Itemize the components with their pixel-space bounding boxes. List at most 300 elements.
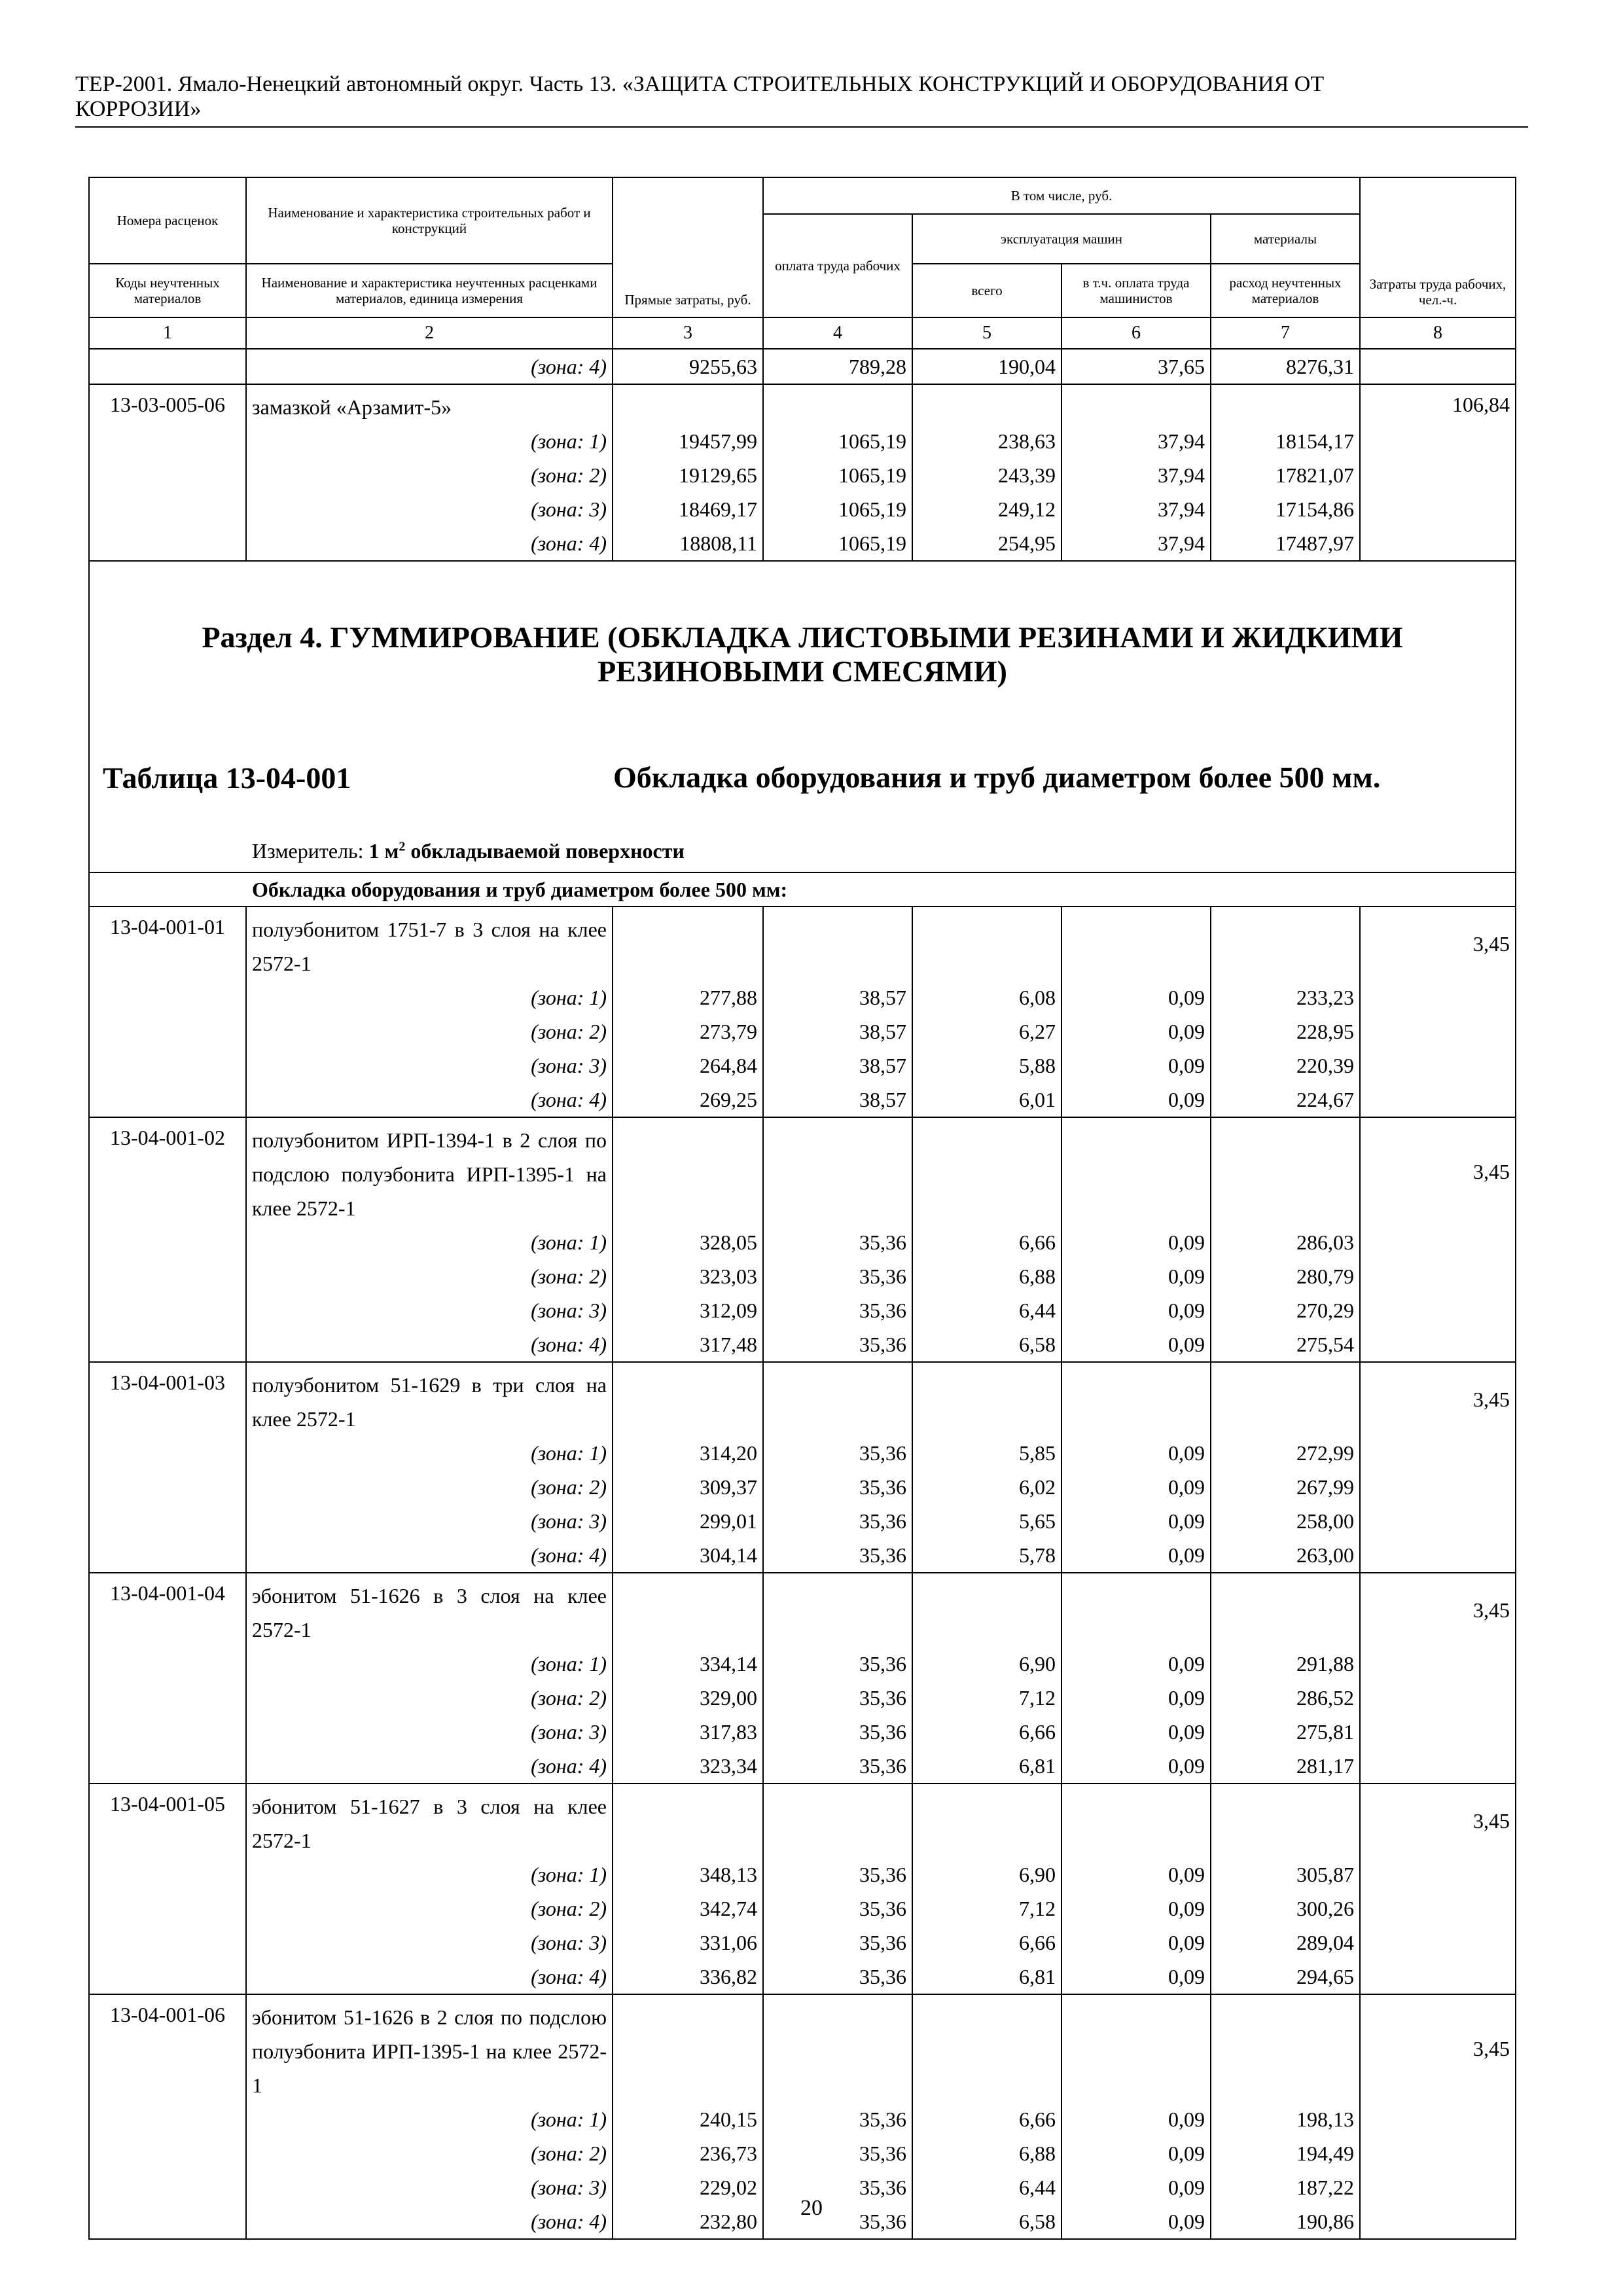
rates-table [88,177,1516,2240]
empty-cell [1360,1538,1516,1573]
subheading: Обкладка оборудования и труб диаметром более 500 мм: [89,872,1516,906]
rate-header-row [89,1573,1516,1647]
zone-label: (зона: 2) [246,1470,613,1504]
workers-pay: 35,36 [763,2170,912,2204]
rate-description: полуэбонитом ИРП-1394-1 в 2 слоя по подслою полуэбонита ИРП-1395-1 на клее 2572-1 [246,1117,613,1225]
machinists-pay: 0,09 [1061,1960,1211,1994]
machines-total: 6,66 [912,1715,1061,1749]
machines-total: 7,12 [912,1892,1061,1926]
zone-label: (зона: 3) [246,1293,613,1327]
zone-row [89,980,1516,1014]
empty-cell [763,384,912,424]
labor-cost: 3,45 [1360,1573,1516,1647]
empty-cell [1061,906,1211,980]
empty-cell [1360,1436,1516,1470]
direct-cost: 299,01 [613,1504,763,1538]
direct-cost: 309,37 [613,1470,763,1504]
workers-pay: 1065,19 [763,424,912,458]
empty-cell [1360,526,1516,561]
machinists-pay: 0,09 [1061,2204,1211,2239]
col1-header-top: Номера расценок [89,177,246,264]
empty-cell [763,1994,912,2102]
empty-cell [1360,1049,1516,1083]
zone-row [89,1681,1516,1715]
machines-total: 243,39 [912,458,1061,492]
empty-cell [613,906,763,980]
zone-row [89,1083,1516,1117]
zone-label: (зона: 1) [246,1857,613,1892]
rate-description: полуэбонитом 51-1629 в три слоя на клее 2572-1 [246,1362,613,1436]
rate-description: полуэбонитом 1751-7 в 3 слоя на клее 2572-1 [246,906,613,980]
col-number: 6 [1061,317,1211,349]
machines-total: 5,88 [912,1049,1061,1083]
header-rule [75,126,1528,128]
machines-total: 6,66 [912,1926,1061,1960]
machines-total: 254,95 [912,526,1061,561]
direct-cost: 19457,99 [613,424,763,458]
workers-pay: 35,36 [763,1892,912,1926]
direct-cost: 18808,11 [613,526,763,561]
workers-pay: 38,57 [763,1014,912,1049]
header-line-2: КОРРОЗИИ» [75,97,202,121]
zone-label: (зона: 2) [246,458,613,492]
workers-pay: 35,36 [763,2204,912,2239]
table-title: Обкладка оборудования и труб диаметром более 500 мм. [613,761,1381,794]
workers-pay: 35,36 [763,1960,912,1994]
col7-header: расход неучтенных материалов [1211,264,1360,317]
machines-total: 6,66 [912,2102,1061,2136]
machinists-pay: 0,09 [1061,1470,1211,1504]
direct-cost: 269,25 [613,1083,763,1117]
zone-label: (зона: 1) [246,1225,613,1259]
zone-row [89,526,1516,561]
materials-cost: 18154,17 [1211,424,1360,458]
empty-cell [613,384,763,424]
zone-label: (зона: 4) [246,2204,613,2239]
zone-label: (зона: 4) [246,1083,613,1117]
direct-cost: 328,05 [613,1225,763,1259]
machines-total: 6,90 [912,1647,1061,1681]
machinists-pay: 0,09 [1061,1715,1211,1749]
machines-total: 5,85 [912,1436,1061,1470]
rates-table-container [88,177,1515,2240]
materials-cost: 220,39 [1211,1049,1360,1083]
empty-cell [1211,906,1360,980]
zone-row [89,1014,1516,1049]
col-number: 4 [763,317,912,349]
zone-label: (зона: 1) [246,2102,613,2136]
machinists-pay: 0,09 [1061,1647,1211,1681]
workers-pay: 35,36 [763,1857,912,1892]
materials-cost: 228,95 [1211,1014,1360,1049]
machines-total: 6,58 [912,1327,1061,1362]
labor-cost: 3,45 [1360,906,1516,980]
machines-total: 5,65 [912,1504,1061,1538]
machines-total: 249,12 [912,492,1061,526]
materials-cost: 281,17 [1211,1749,1360,1784]
materials-cost: 17821,07 [1211,458,1360,492]
zone-label: (зона: 4) [246,1749,613,1784]
materials-cost: 286,03 [1211,1225,1360,1259]
zone-label: (зона: 3) [246,1926,613,1960]
col8-header: Затраты труда рабочих, чел.-ч. [1360,177,1516,317]
empty-cell [613,1784,763,1857]
empty-cell [912,1784,1061,1857]
zone-row [89,492,1516,526]
machines-total: 6,81 [912,1749,1061,1784]
materials-cost: 198,13 [1211,2102,1360,2136]
machinists-pay: 0,09 [1061,1749,1211,1784]
machines-total: 6,27 [912,1014,1061,1049]
table-row [89,349,1516,384]
rate-description: замазкой «Арзамит-5» [246,384,613,424]
materials-cost: 291,88 [1211,1647,1360,1681]
zone-label: (зона: 3) [246,1715,613,1749]
zone-row [89,424,1516,458]
machinists-pay: 0,09 [1061,2136,1211,2170]
workers-pay: 35,36 [763,2102,912,2136]
empty-cell [1061,1362,1211,1436]
materials-cost: 8276,31 [1211,349,1360,384]
col-number: 2 [246,317,613,349]
direct-cost: 229,02 [613,2170,763,2204]
workers-pay: 35,36 [763,1259,912,1293]
empty-cell [1061,1784,1211,1857]
rate-description: эбонитом 51-1627 в 3 слоя на клее 2572-1 [246,1784,613,1857]
direct-cost: 18469,17 [613,492,763,526]
zone-label: (зона: 1) [246,424,613,458]
empty-cell [1360,1293,1516,1327]
workers-pay: 38,57 [763,1049,912,1083]
document-header [75,72,1528,122]
empty-cell [1211,1117,1360,1225]
workers-pay: 789,28 [763,349,912,384]
workers-pay: 38,57 [763,980,912,1014]
section-title [90,562,1515,761]
direct-cost: 314,20 [613,1436,763,1470]
machines-total: 6,90 [912,1857,1061,1892]
rate-header-row [89,1117,1516,1225]
measure-value [369,839,685,863]
table-number: Таблица 13-04-001 [103,761,351,795]
col-number: 7 [1211,317,1360,349]
direct-cost: 240,15 [613,2102,763,2136]
workers-pay: 35,36 [763,1504,912,1538]
column-numbers-row [89,317,1516,349]
direct-cost: 232,80 [613,2204,763,2239]
materials-cost: 294,65 [1211,1960,1360,1994]
materials-cost: 280,79 [1211,1259,1360,1293]
rate-header-row [89,906,1516,980]
empty-cell [1360,1470,1516,1504]
machines-total: 6,44 [912,2170,1061,2204]
zone-label: (зона: 4) [246,1538,613,1573]
empty-cell [1211,384,1360,424]
zone-label: (зона: 4) [246,1960,613,1994]
zone-label: (зона: 1) [246,1436,613,1470]
machines-total: 6,02 [912,1470,1061,1504]
rate-description: эбонитом 51-1626 в 3 слоя на клее 2572-1 [246,1573,613,1647]
rate-group [89,384,1516,561]
zone-label: (зона: 1) [246,1647,613,1681]
zone-label: (зона: 3) [246,2170,613,2204]
labor-cost: 106,84 [1360,384,1516,424]
measure-number: 1 м [368,839,399,863]
machinists-pay: 0,09 [1061,1259,1211,1293]
machines-total: 238,63 [912,424,1061,458]
rate-header-row [89,1994,1516,2102]
machines-total: 6,01 [912,1083,1061,1117]
rate-code: 13-04-001-06 [89,1994,246,2239]
direct-cost: 334,14 [613,1647,763,1681]
col6-header: в т.ч. оплата труда машинистов [1061,264,1211,317]
table-caption [90,761,1515,839]
empty-cell [1360,1504,1516,1538]
materials-cost: 17487,97 [1211,526,1360,561]
empty-cell [1360,1259,1516,1293]
measure-sup: 2 [399,839,406,854]
empty-cell [1360,2102,1516,2136]
workers-pay: 35,36 [763,1647,912,1681]
empty-cell [1211,1362,1360,1436]
zone-label: (зона: 2) [246,1259,613,1293]
zone-row [89,1259,1516,1293]
zone-row [89,2136,1516,2170]
zone-label: (зона: 3) [246,1049,613,1083]
empty-cell [1360,424,1516,458]
col3-header: Прямые затраты, руб. [613,177,763,317]
col-number: 1 [89,317,246,349]
direct-cost: 329,00 [613,1681,763,1715]
empty-cell [1360,1960,1516,1994]
workers-pay: 35,36 [763,1749,912,1784]
machinists-pay: 0,09 [1061,1892,1211,1926]
group-header: В том числе, руб. [763,177,1360,214]
machinists-pay: 0,09 [1061,2170,1211,2204]
machinists-pay: 37,94 [1061,424,1211,458]
materials-cost: 224,67 [1211,1083,1360,1117]
direct-cost: 348,13 [613,1857,763,1892]
zone-row [89,2102,1516,2136]
workers-pay: 35,36 [763,2136,912,2170]
empty-cell [1360,1892,1516,1926]
empty-cell [1211,1784,1360,1857]
rate-header-row [89,1362,1516,1436]
zone-row [89,1960,1516,1994]
labor-cost: 3,45 [1360,1994,1516,2102]
machines-total: 6,81 [912,1960,1061,1994]
direct-cost: 312,09 [613,1293,763,1327]
carry-over-rows [89,349,1516,384]
direct-cost: 323,03 [613,1259,763,1293]
zone-row [89,1647,1516,1681]
col4-header: оплата труда рабочих [763,214,912,317]
materials-cost: 275,54 [1211,1327,1360,1362]
empty-cell [1061,384,1211,424]
empty-cell [1360,1715,1516,1749]
empty-cell [613,1117,763,1225]
empty-cell [912,1362,1061,1436]
empty-cell [912,1994,1061,2102]
materials-cost: 286,52 [1211,1681,1360,1715]
zone-label: (зона: 2) [246,2136,613,2170]
machines-total: 7,12 [912,1681,1061,1715]
machines-total: 6,88 [912,2136,1061,2170]
workers-pay: 35,36 [763,1715,912,1749]
empty-cell [1360,1926,1516,1960]
workers-pay: 35,36 [763,1436,912,1470]
zone-row [89,1749,1516,1784]
empty-cell [1360,1083,1516,1117]
machines-total: 6,58 [912,2204,1061,2239]
machinists-pay: 0,09 [1061,1083,1211,1117]
machinists-pay: 0,09 [1061,1538,1211,1573]
empty-cell [1061,1117,1211,1225]
zone-row [89,1327,1516,1362]
direct-cost: 336,82 [613,1960,763,1994]
rate-code: 13-04-001-03 [89,1362,246,1573]
workers-pay: 38,57 [763,1083,912,1117]
machines-header: эксплуатация машин [912,214,1211,264]
materials-cost: 305,87 [1211,1857,1360,1892]
zone-row [89,1857,1516,1892]
machinists-pay: 37,65 [1061,349,1211,384]
materials-cost: 190,86 [1211,2204,1360,2239]
direct-cost: 317,83 [613,1715,763,1749]
materials-cost: 233,23 [1211,980,1360,1014]
direct-cost: 273,79 [613,1014,763,1049]
col-number: 3 [613,317,763,349]
machinists-pay: 0,09 [1061,1681,1211,1715]
materials-cost: 258,00 [1211,1504,1360,1538]
empty-cell [1360,980,1516,1014]
empty-cell [1360,1327,1516,1362]
empty-cell [912,1117,1061,1225]
direct-cost: 19129,65 [613,458,763,492]
materials-cost: 267,99 [1211,1470,1360,1504]
col1-header-bottom: Коды неучтенных материалов [89,264,246,317]
col2-header-top: Наименование и характеристика строительных работ и конструкций [246,177,613,264]
col-number: 5 [912,317,1061,349]
empty-cell [763,1573,912,1647]
workers-pay: 1065,19 [763,526,912,561]
materials-cost: 194,49 [1211,2136,1360,2170]
workers-pay: 35,36 [763,1681,912,1715]
zone-label: (зона: 3) [246,1504,613,1538]
machinists-pay: 0,09 [1061,1049,1211,1083]
workers-pay: 35,36 [763,1538,912,1573]
workers-pay: 35,36 [763,1926,912,1960]
workers-pay: 35,36 [763,1327,912,1362]
empty-cell [1360,1857,1516,1892]
rate-code: 13-04-001-02 [89,1117,246,1362]
empty-cell [763,1784,912,1857]
zone-label: (зона: 2) [246,1892,613,1926]
machinists-pay: 0,09 [1061,1225,1211,1259]
measure-unit [90,839,1515,872]
zone-row [89,458,1516,492]
materials-cost: 300,26 [1211,1892,1360,1926]
direct-cost: 323,34 [613,1749,763,1784]
page-number: 20 [800,2196,823,2220]
machinists-pay: 0,09 [1061,1436,1211,1470]
machines-total: 6,66 [912,1225,1061,1259]
empty-cell [763,1362,912,1436]
measure-rest: обкладываемой поверхности [405,839,685,863]
subheading-row [89,872,1516,906]
empty-cell [1360,2136,1516,2170]
col-number: 8 [1360,317,1516,349]
materials-cost: 187,22 [1211,2170,1360,2204]
machines-total: 5,78 [912,1538,1061,1573]
machinists-pay: 0,09 [1061,2102,1211,2136]
direct-cost: 304,14 [613,1538,763,1573]
rate-groups [89,906,1516,2239]
machinists-pay: 0,09 [1061,1293,1211,1327]
measure-label: Измеритель: [252,839,364,863]
rate-code: 13-03-005-06 [89,384,246,561]
materials-cost: 289,04 [1211,1926,1360,1960]
zone-row [89,1049,1516,1083]
empty-cell [613,1362,763,1436]
section-title-line-1: Раздел 4. ГУММИРОВАНИЕ (ОБКЛАДКА ЛИСТОВЫМИ РЕЗИНАМИ И ЖИДКИМИ [202,620,1403,654]
empty-cell [1061,1573,1211,1647]
col2-header-bottom: Наименование и характеристика неучтенных расценками материалов, единица измерения [246,264,613,317]
zone-label: (зона: 4) [246,349,613,384]
empty-cell [1360,1647,1516,1681]
zone-row [89,1436,1516,1470]
rate-code: 13-04-001-04 [89,1573,246,1784]
empty-cell [1211,1573,1360,1647]
labor-cost: 3,45 [1360,1362,1516,1436]
zone-row [89,1538,1516,1573]
machinists-pay: 0,09 [1061,1857,1211,1892]
workers-pay: 35,36 [763,1470,912,1504]
materials-cost: 17154,86 [1211,492,1360,526]
section-block [89,561,1516,872]
empty-cell [1360,1681,1516,1715]
zone-row [89,1926,1516,1960]
direct-cost: 342,74 [613,1892,763,1926]
rate-code: 13-04-001-05 [89,1784,246,1994]
zone-label: (зона: 3) [246,492,613,526]
rate-code: 13-04-001-01 [89,906,246,1117]
machinists-pay: 37,94 [1061,492,1211,526]
zone-label: (зона: 2) [246,1014,613,1049]
zone-row [89,1293,1516,1327]
header-line-1: ТЕР-2001. Ямало-Ненецкий автономный округ. Часть 13. «ЗАЩИТА СТРОИТЕЛЬНЫХ КОНСТРУКЦИЙ И ОБОРУДОВАНИЯ ОТ [75,72,1325,96]
zone-label: (зона: 2) [246,1681,613,1715]
empty-cell [613,1994,763,2102]
direct-cost: 236,73 [613,2136,763,2170]
materials-cost: 275,81 [1211,1715,1360,1749]
materials-cost: 270,29 [1211,1293,1360,1327]
zone-label: (зона: 4) [246,1327,613,1362]
workers-pay: 35,36 [763,1293,912,1327]
direct-cost: 264,84 [613,1049,763,1083]
direct-cost: 331,06 [613,1926,763,1960]
materials-cost: 272,99 [1211,1436,1360,1470]
col5-header: всего [912,264,1061,317]
materials-cost: 263,00 [1211,1538,1360,1573]
empty-cell [912,1573,1061,1647]
materials-header: материалы [1211,214,1360,264]
machinists-pay: 0,09 [1061,1504,1211,1538]
machinists-pay: 0,09 [1061,1926,1211,1960]
zone-row [89,1504,1516,1538]
workers-pay: 35,36 [763,1225,912,1259]
machines-total: 6,88 [912,1259,1061,1293]
